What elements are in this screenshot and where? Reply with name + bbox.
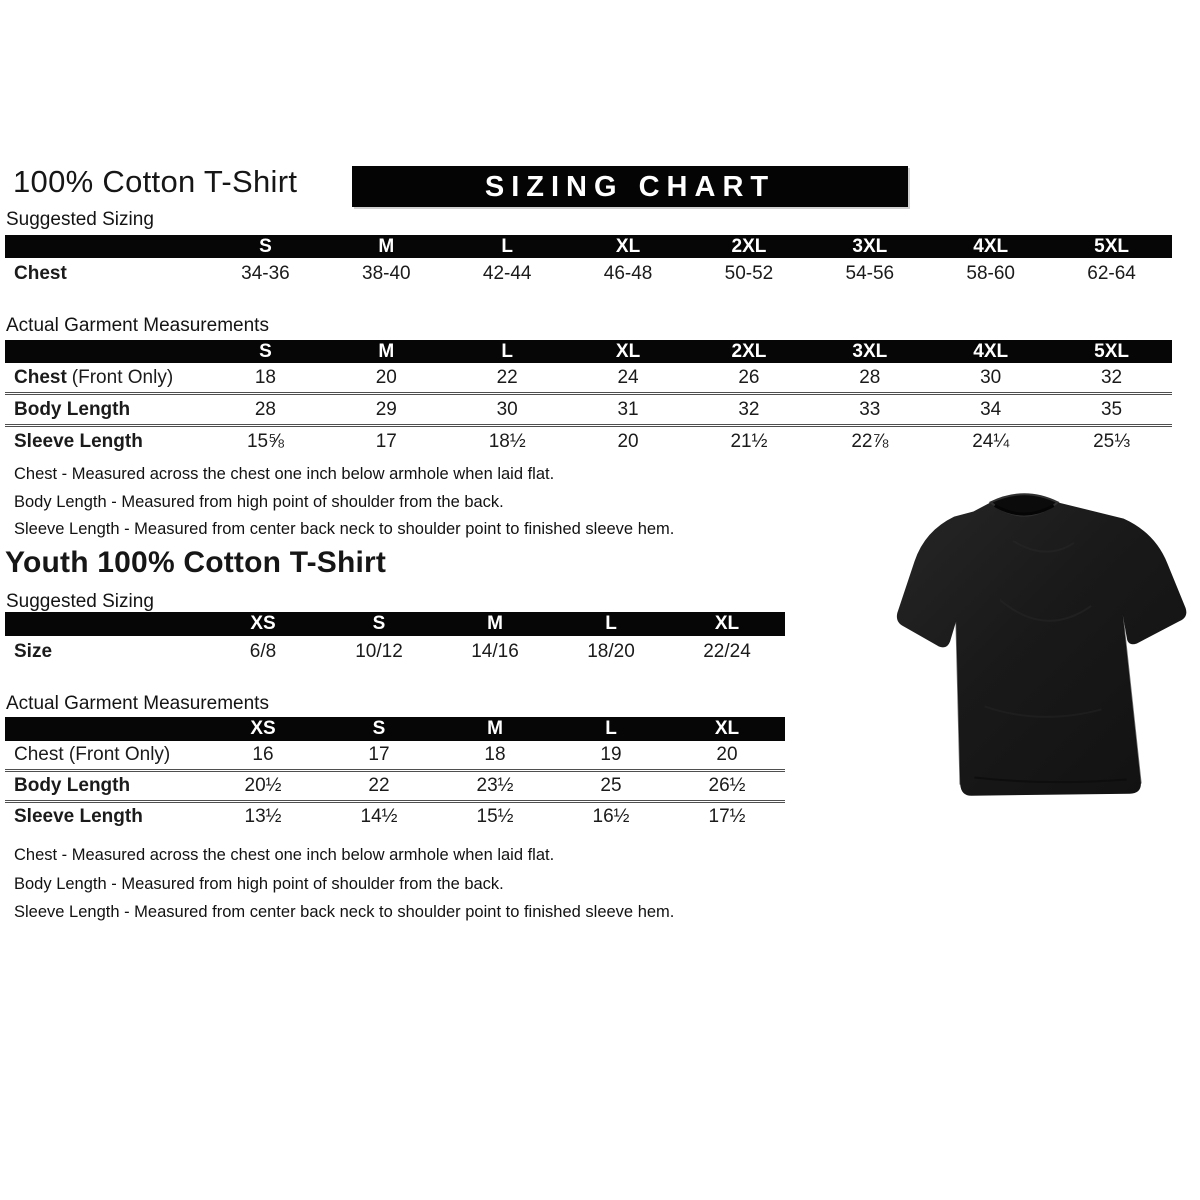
col-header: XL: [568, 235, 689, 258]
col-header: 2XL: [689, 340, 810, 363]
cell: 18/20: [587, 641, 635, 662]
col-header: S: [321, 717, 437, 741]
col-header: M: [437, 612, 553, 636]
cell: 46-48: [603, 263, 653, 284]
cell: 62-64: [1087, 263, 1136, 284]
cell: 31: [568, 394, 689, 426]
note-line: Chest - Measured across the chest one inch below armhole when laid flat.: [14, 465, 555, 483]
cell: 23½: [437, 771, 553, 802]
cell: 16½: [592, 806, 630, 827]
cell: 13½: [244, 806, 282, 827]
cell: 15⅝: [246, 430, 284, 452]
cell: 34: [930, 394, 1051, 426]
row-label-suffix: (Front Only): [71, 366, 174, 388]
row-label: Chest (Front Only): [5, 741, 205, 771]
table-header-row: [5, 340, 1172, 363]
corner-cell: [5, 717, 205, 741]
table-row: [5, 771, 785, 802]
table-header-row: [5, 717, 785, 741]
col-header: L: [553, 612, 669, 636]
cell: 22⅞: [851, 430, 889, 452]
note-line: Body Length - Measured from high point of shoulder from the back.: [14, 492, 504, 511]
cell: 32: [1051, 363, 1172, 394]
row-label: Sleeve Length: [14, 806, 143, 827]
cell: 24: [568, 363, 689, 394]
cell: 21½: [730, 430, 768, 452]
cell: 29: [326, 394, 447, 426]
row-label: Chest: [14, 263, 67, 284]
cell: 24¼: [972, 430, 1010, 452]
adult-actual-table: [5, 340, 1172, 456]
table-row: [5, 394, 1172, 426]
youth-actual-heading: Actual Garment Measurements: [6, 693, 269, 714]
col-header: L: [447, 235, 568, 258]
cell: 18: [205, 363, 326, 394]
cell: 20: [669, 741, 785, 771]
cell: 10/12: [355, 641, 403, 662]
cell: 58-60: [966, 263, 1015, 284]
cell: 22: [321, 771, 437, 802]
cell: 18½: [488, 430, 526, 452]
note-line: Chest - Measured across the chest one inch below armhole when laid flat.: [14, 846, 555, 864]
adult-suggested-heading: Suggested Sizing: [6, 209, 154, 230]
cell: 32: [689, 394, 810, 426]
col-header: 4XL: [930, 340, 1051, 363]
cell: 30: [447, 394, 568, 426]
cell: 15½: [476, 806, 514, 827]
cell: 14/16: [471, 641, 519, 662]
col-header: 3XL: [809, 235, 930, 258]
col-header: 5XL: [1051, 235, 1172, 258]
cell: 50-52: [724, 263, 774, 284]
col-header: L: [553, 717, 669, 741]
col-header: XL: [669, 612, 785, 636]
table-row: [5, 741, 785, 771]
col-header: 3XL: [809, 340, 930, 363]
col-header: 2XL: [689, 235, 810, 258]
col-header: S: [205, 340, 326, 363]
cell: 33: [809, 394, 930, 426]
col-header: M: [326, 235, 447, 258]
cell: 30: [930, 363, 1051, 394]
table-header-row: [5, 612, 785, 636]
cell: 26½: [669, 771, 785, 802]
cell: 54-56: [845, 263, 895, 284]
table-row: [5, 258, 1172, 290]
cell: 25: [553, 771, 669, 802]
sizing-chart-banner: SIZING CHART: [352, 166, 908, 207]
table-row: [5, 426, 1172, 457]
table-header-row: [5, 235, 1172, 258]
note-line: Body Length - Measured from high point of shoulder from the back.: [14, 874, 504, 893]
cell: 26: [689, 363, 810, 394]
corner-cell: [5, 340, 205, 363]
cell: 18: [437, 741, 553, 771]
youth-measurement-notes: [14, 841, 674, 927]
note-line: Sleeve Length - Measured from center back neck to shoulder point to finished sleeve hem.: [14, 520, 675, 538]
table-row: [5, 363, 1172, 394]
table-row: [5, 802, 785, 832]
col-header: XS: [205, 612, 321, 636]
cell: 19: [553, 741, 669, 771]
note-line: Sleeve Length - Measured from center back neck to shoulder point to finished sleeve hem.: [14, 903, 675, 921]
col-header: 4XL: [930, 235, 1051, 258]
adult-suggested-table: [5, 235, 1172, 290]
cell: 17: [321, 741, 437, 771]
cell: 25⅓: [1093, 430, 1131, 452]
corner-cell: [5, 612, 205, 636]
row-label: Size: [14, 641, 53, 662]
col-header: 5XL: [1051, 340, 1172, 363]
cell: 34-36: [241, 263, 290, 284]
row-label: Body Length: [5, 394, 205, 426]
youth-suggested-table: [5, 612, 785, 668]
col-header: S: [321, 612, 437, 636]
cell: 20: [326, 363, 447, 394]
row-label: Sleeve Length: [14, 430, 143, 452]
youth-suggested-heading: Suggested Sizing: [6, 591, 154, 612]
table-row: [5, 636, 785, 668]
col-header: M: [326, 340, 447, 363]
tshirt-image: [893, 478, 1198, 813]
col-header: XL: [568, 340, 689, 363]
cell: 17½: [708, 806, 746, 827]
cell: 22/24: [703, 641, 751, 662]
youth-section-title: Youth 100% Cotton T-Shirt: [5, 546, 387, 579]
cell: 16: [205, 741, 321, 771]
youth-actual-table: [5, 717, 785, 831]
col-header: XS: [205, 717, 321, 741]
adult-actual-heading: Actual Garment Measurements: [6, 315, 269, 336]
cell: 14½: [360, 806, 398, 827]
corner-cell: [5, 235, 205, 258]
cell: 20½: [205, 771, 321, 802]
col-header: S: [205, 235, 326, 258]
adult-section-title: 100% Cotton T-Shirt: [13, 164, 298, 199]
row-label-main: Chest: [14, 366, 67, 388]
adult-measurement-notes: [14, 461, 674, 544]
row-label: [5, 363, 205, 394]
cell: 20: [617, 430, 639, 452]
cell: 35: [1051, 394, 1172, 426]
col-header: L: [447, 340, 568, 363]
cell: 42-44: [482, 263, 532, 284]
cell: 6/8: [249, 641, 277, 662]
cell: 28: [809, 363, 930, 394]
row-label: Body Length: [5, 771, 205, 802]
cell: 38-40: [362, 263, 411, 284]
cell: 17: [375, 430, 397, 452]
col-header: XL: [669, 717, 785, 741]
cell: 28: [205, 394, 326, 426]
col-header: M: [437, 717, 553, 741]
cell: 22: [447, 363, 568, 394]
